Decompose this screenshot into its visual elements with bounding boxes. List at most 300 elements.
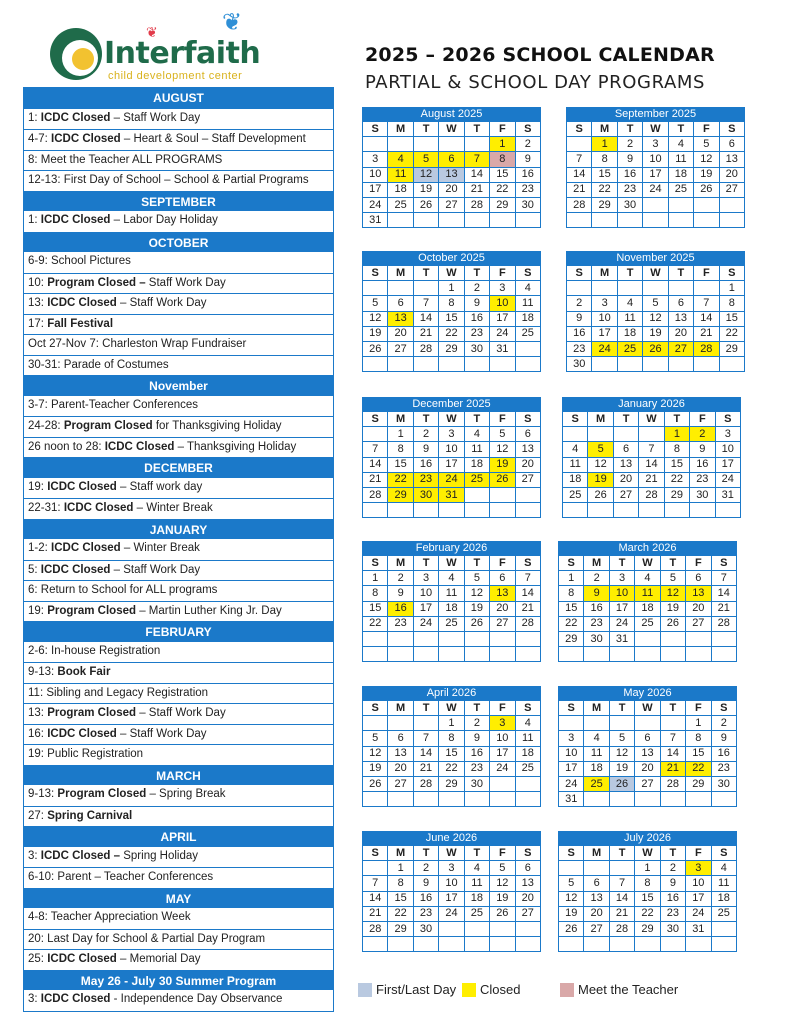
day-cell: 28: [639, 487, 664, 502]
day-cell: 17: [490, 311, 515, 326]
event-text: – Staff Work Day: [136, 707, 226, 719]
weekday-header: S: [363, 556, 388, 571]
day-cell: 12: [643, 311, 668, 326]
day-cell: 12: [413, 167, 438, 182]
day-cell: 6: [515, 427, 540, 442]
event-text: – Staff Work Day: [110, 563, 201, 576]
event-emphasis: ICDC Closed: [47, 480, 117, 493]
calendar-title: November 2025: [566, 251, 745, 265]
week-row: [559, 571, 737, 586]
day-cell: 25: [515, 326, 540, 341]
day-cell: [668, 213, 693, 228]
day-cell: 30: [515, 197, 540, 212]
day-cell: 6: [719, 137, 744, 152]
day-cell: 13: [719, 152, 744, 167]
event-emphasis: Program Closed –: [47, 276, 146, 289]
day-cell: [413, 357, 438, 372]
day-cell: 20: [439, 182, 464, 197]
day-cell: 6: [439, 152, 464, 167]
day-cell: 22: [686, 761, 711, 776]
day-cell: 15: [719, 311, 744, 326]
weekday-header: W: [439, 846, 464, 861]
day-cell: [439, 631, 464, 646]
day-cell: 10: [439, 876, 464, 891]
weekday-header: M: [588, 412, 613, 427]
week-row: [567, 152, 745, 167]
day-cell: [686, 792, 711, 807]
day-cell: 16: [464, 746, 489, 761]
day-cell: [584, 861, 609, 876]
day-cell: [388, 503, 413, 518]
day-cell: 10: [439, 442, 464, 457]
event-row: [24, 662, 333, 683]
calendar-table: [362, 121, 541, 228]
day-cell: 11: [388, 167, 413, 182]
day-cell: [668, 197, 693, 212]
day-cell: 30: [413, 487, 438, 502]
weekday-header: S: [363, 701, 388, 716]
day-cell: 15: [664, 457, 689, 472]
month-header: DECEMBER: [24, 457, 333, 478]
day-cell: 23: [617, 182, 642, 197]
weekday-header: S: [515, 701, 540, 716]
day-cell: [635, 631, 660, 646]
day-cell: [664, 503, 689, 518]
day-cell: 8: [559, 586, 584, 601]
event-text: 5:: [28, 563, 41, 576]
week-row: [363, 197, 541, 212]
day-cell: 16: [584, 601, 609, 616]
day-cell: 5: [490, 427, 515, 442]
week-row: [559, 647, 737, 662]
day-cell: 25: [563, 487, 588, 502]
day-cell: 31: [686, 921, 711, 936]
day-cell: 3: [609, 571, 634, 586]
day-cell: 13: [515, 442, 540, 457]
day-cell: [515, 776, 540, 791]
day-cell: [413, 213, 438, 228]
day-cell: 31: [363, 213, 388, 228]
day-cell: 13: [635, 746, 660, 761]
day-cell: 14: [515, 586, 540, 601]
week-row: [363, 761, 541, 776]
day-cell: 7: [464, 152, 489, 167]
weekday-header: T: [464, 846, 489, 861]
day-cell: 27: [686, 616, 711, 631]
week-row: [363, 861, 541, 876]
week-row: [363, 311, 541, 326]
day-cell: 21: [639, 472, 664, 487]
day-cell: [388, 213, 413, 228]
day-cell: 13: [686, 586, 711, 601]
day-cell: 18: [584, 761, 609, 776]
day-cell: [617, 213, 642, 228]
event-emphasis: Book Fair: [57, 666, 111, 678]
event-row: [24, 580, 333, 601]
day-cell: 12: [660, 586, 685, 601]
day-cell: [711, 631, 736, 646]
day-cell: [668, 357, 693, 372]
day-cell: [609, 647, 634, 662]
day-cell: 16: [464, 311, 489, 326]
day-cell: [694, 197, 719, 212]
day-cell: 6: [668, 296, 693, 311]
day-cell: 11: [711, 876, 736, 891]
event-text: – Thanksgiving Holiday: [174, 440, 297, 453]
day-cell: [439, 792, 464, 807]
event-text: 4-8: Teacher Appreciation Week: [28, 911, 191, 923]
weekday-header: S: [559, 701, 584, 716]
day-cell: [719, 197, 744, 212]
event-text: – Winter Break: [133, 502, 213, 514]
day-cell: [584, 792, 609, 807]
weekday-header: S: [567, 266, 592, 281]
week-row: [363, 296, 541, 311]
day-cell: [388, 792, 413, 807]
day-cell: [413, 137, 438, 152]
day-cell: 19: [363, 326, 388, 341]
event-row: [24, 273, 333, 294]
day-cell: [515, 647, 540, 662]
day-cell: 12: [490, 442, 515, 457]
day-cell: 8: [439, 296, 464, 311]
day-cell: [464, 503, 489, 518]
day-cell: 9: [690, 442, 715, 457]
weekday-header: M: [388, 701, 413, 716]
day-cell: 1: [388, 861, 413, 876]
day-cell: 27: [635, 776, 660, 791]
day-cell: 7: [711, 571, 736, 586]
day-cell: [490, 487, 515, 502]
day-cell: [464, 357, 489, 372]
day-cell: 5: [363, 296, 388, 311]
day-cell: 31: [490, 341, 515, 356]
day-cell: 2: [388, 571, 413, 586]
weekday-header: S: [711, 556, 736, 571]
month-header: JANUARY: [24, 519, 333, 540]
calendar-table: [362, 845, 541, 952]
day-cell: 17: [439, 891, 464, 906]
day-cell: 1: [439, 716, 464, 731]
day-cell: 1: [388, 427, 413, 442]
week-row: [363, 906, 541, 921]
event-row: [24, 744, 333, 765]
day-cell: 3: [715, 427, 740, 442]
day-cell: 4: [711, 861, 736, 876]
day-cell: 16: [388, 601, 413, 616]
day-cell: 28: [567, 197, 592, 212]
day-cell: 29: [388, 921, 413, 936]
day-cell: 15: [686, 746, 711, 761]
event-text: 1-2:: [28, 542, 52, 554]
weekday-header: S: [559, 846, 584, 861]
event-text: 13:: [28, 297, 48, 309]
day-cell: 8: [490, 152, 515, 167]
week-row: [363, 571, 541, 586]
day-cell: 21: [464, 182, 489, 197]
event-row: [24, 109, 333, 130]
day-cell: 27: [515, 906, 540, 921]
day-cell: 16: [413, 891, 438, 906]
day-cell: 19: [490, 457, 515, 472]
event-text: - Independence Day Observance: [110, 993, 283, 1005]
day-cell: 14: [660, 746, 685, 761]
day-cell: 21: [515, 601, 540, 616]
weekday-header: S: [363, 846, 388, 861]
day-cell: 15: [363, 601, 388, 616]
day-cell: [515, 213, 540, 228]
day-cell: 4: [388, 152, 413, 167]
event-row: [24, 539, 333, 560]
day-cell: 2: [567, 296, 592, 311]
day-cell: 21: [413, 761, 438, 776]
calendar-title: April 2026: [362, 686, 541, 700]
day-cell: 31: [609, 631, 634, 646]
day-cell: 6: [490, 571, 515, 586]
calendar-title: February 2026: [362, 541, 541, 555]
day-cell: [464, 137, 489, 152]
day-cell: 11: [617, 311, 642, 326]
day-cell: 4: [635, 571, 660, 586]
day-cell: [464, 213, 489, 228]
weekday-header: W: [635, 701, 660, 716]
day-cell: 30: [567, 357, 592, 372]
weekday-header: W: [635, 556, 660, 571]
weekday-header: F: [694, 122, 719, 137]
day-cell: 11: [464, 442, 489, 457]
day-cell: 13: [439, 167, 464, 182]
day-cell: 12: [609, 746, 634, 761]
month-calendar: [362, 541, 541, 662]
day-cell: 13: [515, 876, 540, 891]
month-calendar: [362, 397, 541, 518]
event-text: Spring Holiday: [120, 849, 199, 862]
day-cell: 22: [664, 472, 689, 487]
day-cell: 12: [464, 586, 489, 601]
day-cell: [711, 647, 736, 662]
day-cell: [413, 503, 438, 518]
day-cell: [660, 937, 685, 952]
day-cell: [643, 197, 668, 212]
day-cell: [515, 631, 540, 646]
event-row: [24, 293, 333, 314]
day-cell: 30: [464, 341, 489, 356]
day-cell: 18: [563, 472, 588, 487]
day-cell: 6: [686, 571, 711, 586]
event-emphasis: ICDC Closed: [51, 133, 121, 145]
day-cell: 16: [711, 746, 736, 761]
day-cell: [711, 921, 736, 936]
day-cell: 14: [711, 586, 736, 601]
week-row: [567, 311, 745, 326]
day-cell: [686, 647, 711, 662]
week-row: [363, 716, 541, 731]
day-cell: 15: [635, 891, 660, 906]
day-cell: 7: [363, 876, 388, 891]
event-text: – Memorial Day: [116, 953, 201, 965]
day-cell: 2: [690, 427, 715, 442]
day-cell: 9: [388, 586, 413, 601]
day-cell: 12: [363, 746, 388, 761]
event-emphasis: Program Closed: [47, 604, 137, 617]
day-cell: 16: [413, 457, 438, 472]
month-header: MAY: [24, 888, 333, 909]
day-cell: [592, 281, 617, 296]
day-cell: [515, 937, 540, 952]
event-text: – Martin Luther King Jr. Day: [136, 604, 282, 617]
event-row: [24, 642, 333, 663]
day-cell: [439, 937, 464, 952]
week-row: [363, 472, 541, 487]
event-emphasis: ICDC Closed: [51, 542, 121, 554]
event-row: [24, 990, 333, 1011]
day-cell: [719, 357, 744, 372]
day-cell: 24: [413, 616, 438, 631]
day-cell: 28: [609, 921, 634, 936]
event-row: [24, 334, 333, 355]
day-cell: 18: [464, 457, 489, 472]
week-row: [363, 326, 541, 341]
weekday-header: T: [668, 266, 693, 281]
legend-label: Closed: [480, 982, 521, 997]
day-cell: 4: [668, 137, 693, 152]
month-header: FEBRUARY: [24, 621, 333, 642]
day-cell: 23: [660, 906, 685, 921]
week-row: [559, 746, 737, 761]
week-row: [559, 937, 737, 952]
day-cell: 16: [690, 457, 715, 472]
weekday-header: S: [559, 556, 584, 571]
day-cell: 14: [567, 167, 592, 182]
day-cell: [567, 213, 592, 228]
weekday-header: T: [609, 846, 634, 861]
day-cell: 7: [567, 152, 592, 167]
day-cell: 11: [584, 746, 609, 761]
day-cell: [388, 631, 413, 646]
weekday-header: M: [388, 122, 413, 137]
weekday-header: T: [660, 846, 685, 861]
day-cell: 11: [635, 586, 660, 601]
day-cell: 9: [413, 442, 438, 457]
day-cell: 19: [609, 761, 634, 776]
day-cell: 10: [490, 731, 515, 746]
day-cell: 12: [363, 311, 388, 326]
day-cell: 2: [711, 716, 736, 731]
week-row: [559, 921, 737, 936]
day-cell: 18: [711, 891, 736, 906]
day-cell: [559, 937, 584, 952]
weekday-header: W: [643, 122, 668, 137]
event-row: [24, 949, 333, 970]
day-cell: 20: [613, 472, 638, 487]
day-cell: 5: [490, 861, 515, 876]
day-cell: 8: [388, 876, 413, 891]
calendar-table: [558, 845, 737, 952]
day-cell: 5: [413, 152, 438, 167]
weekday-header: M: [592, 122, 617, 137]
weekday-header: M: [388, 412, 413, 427]
calendar-table: [562, 411, 741, 518]
day-cell: 29: [559, 631, 584, 646]
month-calendar: [362, 831, 541, 952]
day-cell: [711, 937, 736, 952]
day-cell: 9: [413, 876, 438, 891]
day-cell: 22: [559, 616, 584, 631]
event-text: 3:: [28, 993, 41, 1005]
day-cell: 28: [694, 341, 719, 356]
day-cell: 7: [660, 731, 685, 746]
weekday-header: T: [617, 266, 642, 281]
week-row: [559, 601, 737, 616]
day-cell: 24: [490, 326, 515, 341]
event-text: – Staff Work Day: [116, 727, 207, 740]
day-cell: [588, 503, 613, 518]
day-cell: 5: [660, 571, 685, 586]
day-cell: [363, 937, 388, 952]
day-cell: [439, 647, 464, 662]
week-row: [559, 631, 737, 646]
day-cell: 5: [559, 876, 584, 891]
event-row: [24, 929, 333, 950]
page-title: 2025 – 2026 SCHOOL CALENDAR: [365, 44, 715, 66]
day-cell: [490, 357, 515, 372]
butterfly-icon: ❦: [146, 24, 158, 40]
day-cell: [515, 792, 540, 807]
day-cell: 12: [559, 891, 584, 906]
event-text: 9-13:: [28, 788, 58, 800]
week-row: [363, 876, 541, 891]
day-cell: 1: [363, 571, 388, 586]
weekday-header: S: [711, 846, 736, 861]
day-cell: 1: [719, 281, 744, 296]
day-cell: 10: [715, 442, 740, 457]
day-cell: [413, 281, 438, 296]
day-cell: [413, 716, 438, 731]
day-cell: 17: [363, 182, 388, 197]
weekday-header: S: [563, 412, 588, 427]
event-text: – Staff work day: [116, 480, 203, 493]
calendar-title: June 2026: [362, 831, 541, 845]
day-cell: [388, 281, 413, 296]
event-row: [24, 211, 333, 232]
day-cell: [515, 357, 540, 372]
day-cell: [515, 921, 540, 936]
event-emphasis: ICDC Closed –: [40, 849, 121, 862]
day-cell: 20: [668, 326, 693, 341]
month-header: November: [24, 375, 333, 396]
day-cell: 13: [388, 746, 413, 761]
day-cell: 3: [439, 861, 464, 876]
day-cell: 28: [464, 197, 489, 212]
day-cell: 5: [609, 731, 634, 746]
day-cell: 17: [643, 167, 668, 182]
week-row: [563, 442, 741, 457]
day-cell: 30: [617, 197, 642, 212]
day-cell: 17: [686, 891, 711, 906]
day-cell: 8: [388, 442, 413, 457]
legend-label: Meet the Teacher: [578, 982, 679, 997]
day-cell: 2: [660, 861, 685, 876]
day-cell: [719, 213, 744, 228]
day-cell: 17: [609, 601, 634, 616]
event-text: 12-13: First Day of School – School & Partial Programs: [28, 174, 309, 186]
event-text: 30-31: Parade of Costumes: [28, 358, 169, 371]
week-row: [363, 616, 541, 631]
day-cell: 30: [711, 776, 736, 791]
day-cell: [694, 357, 719, 372]
day-cell: 9: [515, 152, 540, 167]
week-row: [363, 891, 541, 906]
